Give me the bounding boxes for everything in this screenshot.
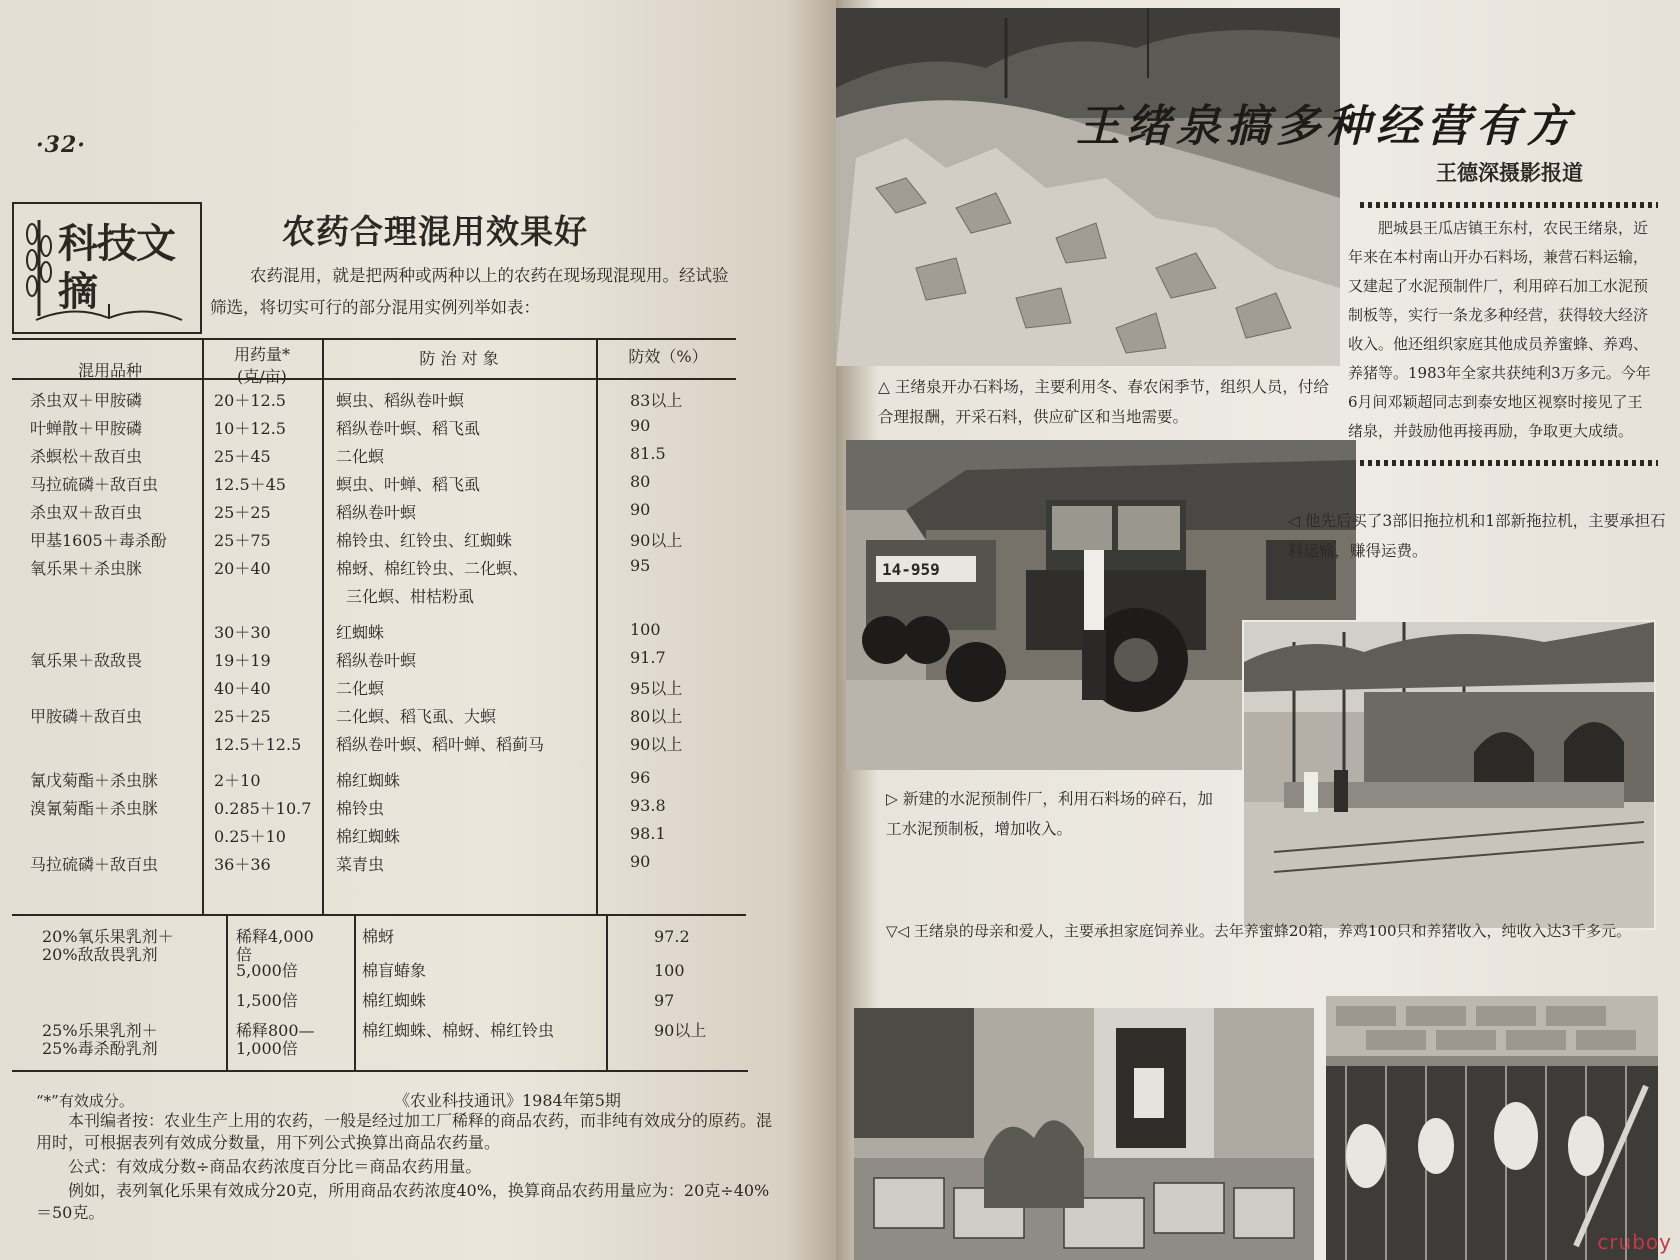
table-divider bbox=[606, 916, 608, 1070]
right-page bbox=[836, 0, 1680, 1260]
quarry-photo-image bbox=[836, 8, 1340, 366]
table-cell: 20＋40 bbox=[214, 559, 271, 578]
table-cell: 12.5＋12.5 bbox=[214, 735, 302, 754]
table-cell: 10＋12.5 bbox=[214, 419, 286, 438]
table-cell: 0.25＋10 bbox=[214, 827, 286, 846]
table-cell: 二化螟 bbox=[336, 447, 385, 466]
photo-beehives bbox=[854, 1008, 1314, 1260]
table-mid-rule bbox=[12, 914, 746, 916]
article-title: 农药合理混用效果好 bbox=[282, 212, 588, 251]
table-cell: 20＋12.5 bbox=[214, 391, 286, 410]
table-divider bbox=[354, 916, 356, 1070]
table-cell: 25%乐果乳剂＋ 25%毒杀酚乳剂 bbox=[42, 1021, 158, 1058]
photo-chickens bbox=[1326, 996, 1658, 1260]
decorative-divider bbox=[1360, 460, 1658, 466]
table-top-rule bbox=[12, 338, 736, 340]
table-cell: 1,500倍 bbox=[236, 991, 298, 1010]
table-cell: 90以上 bbox=[630, 531, 683, 550]
table-cell: 5,000倍 bbox=[236, 961, 298, 980]
table-cell: 二化螟、稻飞虱、大螟 bbox=[336, 707, 497, 726]
table-cell: 二化螟 bbox=[336, 679, 385, 698]
editor-note: 本刊编者按：农业生产上用的农药，一般是经过加工厂稀释的商品农药，而非纯有效成分的原药。混用时，可根据表列有效成分数量，用下列公式换算出商品农药量。 bbox=[36, 1111, 773, 1152]
table-cell: 96 bbox=[630, 768, 651, 787]
table-cell: 97.2 bbox=[654, 927, 690, 946]
caption-quarry: △ 王绪泉开办石料场，主要利用冬、春农闲季节，组织人员，付给合理报酬，开采石料，供应矿区和当地需要。 bbox=[878, 378, 1329, 426]
decorative-divider bbox=[1360, 202, 1658, 208]
table-cell: 2＋10 bbox=[214, 771, 261, 790]
table-cell: 氰戊菊酯＋杀虫脒 bbox=[30, 771, 159, 790]
table-cell: 棉红蜘蛛 bbox=[336, 827, 401, 846]
table-cell: 棉红蜘蛛 bbox=[362, 991, 427, 1010]
table-cell: 棉盲蝽象 bbox=[362, 961, 427, 980]
table-cell: 溴氰菊酯＋杀虫脒 bbox=[30, 799, 159, 818]
left-page bbox=[0, 0, 836, 1260]
table-cell: 杀虫双＋敌百虫 bbox=[30, 503, 143, 522]
table-cell: 25＋45 bbox=[214, 447, 271, 466]
table-cell: 90以上 bbox=[654, 1021, 707, 1040]
table-cell: 20%氧乐果乳剂＋ 20%敌敌畏乳剂 bbox=[42, 927, 174, 964]
table-cell: 叶蝉散＋甲胺磷 bbox=[30, 419, 143, 438]
table-cell: 甲基1605＋毒杀酚 bbox=[30, 531, 167, 550]
col-header-dosage: 用药量* (克/亩) bbox=[233, 345, 290, 386]
table-cell: 杀螟松＋敌百虫 bbox=[30, 447, 143, 466]
table-cell: 杀虫双＋甲胺磷 bbox=[30, 391, 143, 410]
table-cell: 棉红蜘蛛、棉蚜、棉红铃虫 bbox=[362, 1021, 555, 1040]
byline: 王德深摄影报道 bbox=[1436, 161, 1583, 185]
table-cell: 稀释4,000 倍 bbox=[236, 927, 314, 964]
table-cell: 氧乐果＋杀虫脒 bbox=[30, 559, 143, 578]
col-header-variety: 混用品种 bbox=[77, 361, 142, 380]
column-logo-text: 科技文摘 bbox=[58, 221, 175, 315]
table-cell: 100 bbox=[630, 620, 661, 639]
body-text: 肥城县王瓜店镇王东村，农民王绪泉，近年来在本村南山开办石料场，兼营石料运输，又建起了水泥预制件厂，利用碎石加工水泥预制板等，实行一条龙多种经营，获得较大经济收入。他还组织家庭其他成员养蜜蜂、养鸡、养猪等。1983年全家共获纯利3万多元。今年6月间邓颖超同志到泰安地区视察时接见了王绪泉，并鼓励他再接再励，争取更大成绩。 bbox=[1348, 219, 1651, 440]
table-cell: 25＋25 bbox=[214, 503, 271, 522]
table-cell: 氧乐果＋敌敌畏 bbox=[30, 651, 143, 670]
table-cell: 25＋75 bbox=[214, 531, 271, 550]
table-cell: 95 bbox=[630, 556, 651, 575]
table-cell: 83以上 bbox=[630, 391, 683, 410]
table-cell: 0.285＋10.7 bbox=[214, 799, 312, 818]
table-cell: 90 bbox=[630, 416, 651, 435]
photo-factory bbox=[1242, 620, 1656, 930]
table-cell: 90 bbox=[630, 500, 651, 519]
caption-tractor: ◁ 他先后买了3部旧拖拉机和1部新拖拉机，主要承担石料运输，赚得运费。 bbox=[1288, 512, 1666, 560]
table-divider bbox=[202, 340, 204, 914]
table-cell: 棉红蜘蛛 bbox=[336, 771, 401, 790]
table-cell: 36＋36 bbox=[214, 855, 271, 874]
table-cell: 30＋30 bbox=[214, 623, 271, 642]
table-cell: 棉蚜 bbox=[362, 927, 395, 946]
table-cell: 90 bbox=[630, 852, 651, 871]
table-cell: 40＋40 bbox=[214, 679, 271, 698]
table-cell: 马拉硫磷＋敌百虫 bbox=[30, 475, 159, 494]
col-header-target: 防 治 对 象 bbox=[419, 349, 499, 368]
example: 例如，表列氧化乐果有效成分20克，所用商品农药浓度40%，换算商品农药用量应为：20克÷40%＝50克。 bbox=[36, 1181, 770, 1222]
watermark: cruboy bbox=[1597, 1230, 1672, 1254]
table-cell: 80以上 bbox=[630, 707, 683, 726]
table-cell: 螟虫、稻纵卷叶螟 bbox=[336, 391, 465, 410]
article-intro: 农药混用，就是把两种或两种以上的农药在现场现混现用。经试验筛选，将切实可行的部分混用实例列举如表： bbox=[210, 266, 729, 317]
caption-factory: ▷ 新建的水泥预制件厂，利用石料场的碎石，加工水泥预制板，增加收入。 bbox=[886, 790, 1213, 838]
table-cell: 19＋19 bbox=[214, 651, 271, 670]
source-citation: 《农业科技通讯》1984年第5期 bbox=[394, 1091, 621, 1110]
table-cell: 97 bbox=[654, 991, 675, 1010]
table-cell: 95以上 bbox=[630, 679, 683, 698]
table-cell: 三化螟、柑桔粉虱 bbox=[346, 587, 475, 606]
table-cell: 98.1 bbox=[630, 824, 666, 843]
table-divider bbox=[226, 916, 228, 1070]
table-cell: 马拉硫磷＋敌百虫 bbox=[30, 855, 159, 874]
footnote: “*”有效成分。 bbox=[36, 1092, 134, 1110]
factory-photo-image bbox=[1244, 622, 1654, 928]
table-cell: 稻纵卷叶螟、稻叶蝉、稻蓟马 bbox=[336, 735, 545, 754]
table-cell: 80 bbox=[630, 472, 651, 491]
table-divider bbox=[322, 340, 324, 914]
page-number: ·32· bbox=[36, 132, 86, 158]
table-cell: 稻纵卷叶螟、稻飞虱 bbox=[336, 419, 481, 438]
col-header-efficacy: 防效（%） bbox=[628, 347, 708, 366]
table-cell: 稻纵卷叶螟 bbox=[336, 503, 417, 522]
table-cell: 棉铃虫 bbox=[336, 799, 385, 818]
open-book-icon bbox=[34, 300, 184, 324]
table-cell: 81.5 bbox=[630, 444, 666, 463]
chickens-photo-image bbox=[1326, 996, 1658, 1260]
formula: 公式：有效成分数÷商品农药浓度百分比＝商品农药用量。 bbox=[68, 1157, 482, 1176]
table-cell: 91.7 bbox=[630, 648, 666, 667]
table-cell: 螟虫、叶蝉、稻飞虱 bbox=[336, 475, 481, 494]
table-cell: 菜青虫 bbox=[336, 855, 385, 874]
table-cell: 25＋25 bbox=[214, 707, 271, 726]
caption-family: ▽◁ 王绪泉的母亲和爱人，主要承担家庭饲养业。去年养蜜蜂20箱，养鸡100只和养猪收入，纯收入达3千多元。 bbox=[886, 922, 1632, 940]
table-cell: 12.5＋45 bbox=[214, 475, 286, 494]
column-logo bbox=[12, 202, 202, 334]
beehives-photo-image bbox=[854, 1008, 1314, 1260]
table-cell: 棉蚜、棉红铃虫、二化螟、 bbox=[336, 559, 529, 578]
license-plate: 14-959 bbox=[882, 560, 940, 579]
table-cell: 甲胺磷＋敌百虫 bbox=[30, 707, 143, 726]
table-cell: 棉铃虫、红铃虫、红蜘蛛 bbox=[336, 531, 513, 550]
table-cell: 90以上 bbox=[630, 735, 683, 754]
table-divider bbox=[596, 340, 598, 914]
table-cell: 稀释800— 1,000倍 bbox=[236, 1021, 315, 1058]
table-cell: 稻纵卷叶螟 bbox=[336, 651, 417, 670]
photo-quarry bbox=[836, 8, 1340, 366]
table-cell: 93.8 bbox=[630, 796, 666, 815]
table-cell: 红蜘蛛 bbox=[336, 623, 385, 642]
headline: 王绪泉搞多种经营有方 bbox=[1076, 101, 1576, 152]
table-cell: 100 bbox=[654, 961, 685, 980]
table-bottom-rule bbox=[12, 1070, 748, 1072]
